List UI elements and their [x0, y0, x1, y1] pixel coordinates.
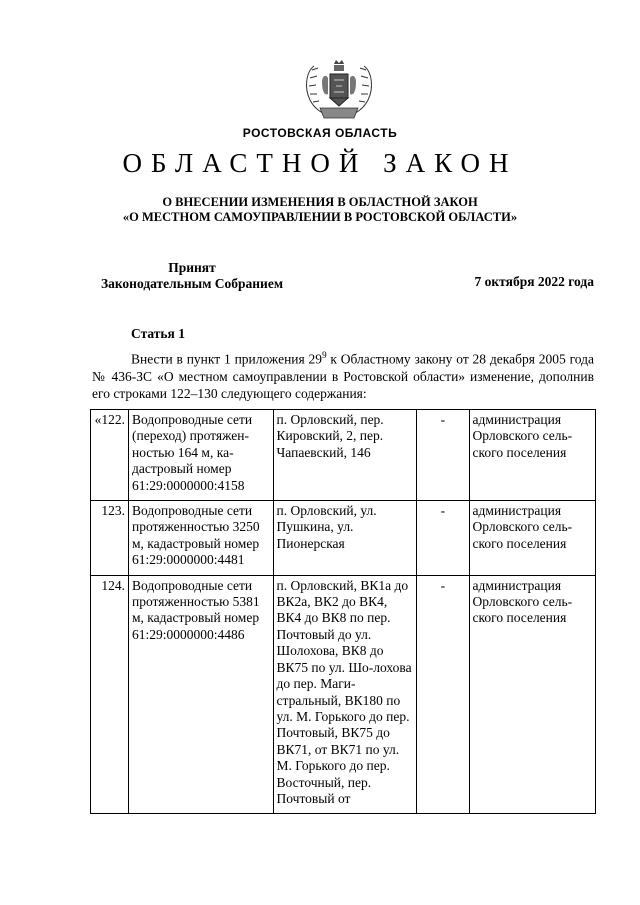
adoption-label [92, 260, 292, 292]
owner-organization: администрация Орловского сель-ского поселения [469, 410, 595, 501]
table-row [91, 410, 596, 501]
document-subtitle [0, 195, 640, 225]
subtitle-line-2: «О МЕСТНОМ САМОУПРАВЛЕНИИ В РОСТОВСКОЙ ОБЛАСТИ» [122, 210, 518, 224]
document-title: ОБЛАСТНОЙ ЗАКОН [122, 148, 518, 178]
object-description: Водопроводные сети протяженностью 3250 м, кадастровый номер 61:29:0000000:4481 [128, 501, 273, 576]
row-number: 123. [91, 501, 129, 576]
row-number: 124. [91, 575, 129, 814]
empty-value: - [417, 410, 469, 501]
adoption-line-1: Принят [168, 260, 216, 275]
object-location: п. Орловский, ул. Пушкина, ул. Пионерская [273, 501, 417, 576]
region-name: РОСТОВСКАЯ ОБЛАСТЬ [242, 126, 398, 140]
article-text [92, 347, 594, 402]
owner-organization: администрация Орловского сель-ского поселения [469, 575, 595, 814]
row-number: «122. [91, 410, 129, 501]
article-text-part-1: Внести в пункт 1 приложения 29 [131, 351, 323, 367]
object-location: п. Орловский, ВК1а до ВК2а, ВК2 до ВК4, ВК4 до ВК8 по пер. Почтовый до ул. Шолохова, ВК8 до ВК75 по ул. Шо-лохова до пер. Маги-стральный, ВК180 по ул. М. Горького до пер. Почтовый, ВК75 до ВК71, от ВК71 по ул. М. Горького до пер. Восточный, пер. Почтовый от [273, 575, 417, 814]
article-heading: Статья 1 [131, 326, 185, 341]
empty-value: - [417, 575, 469, 814]
items-table [90, 409, 596, 814]
adoption-date: 7 октября 2022 года [474, 274, 594, 289]
table-row [91, 501, 596, 576]
adoption-line-2: Законодательным Собранием [100, 276, 284, 291]
article-text-part-2: к Областному закону от 28 декабря 2005 года № 436-ЗС «О местном самоуправлении в Ростовской области» изменение, дополнив его строками 122–130 следующего содержания: [92, 351, 594, 401]
table-row [91, 575, 596, 814]
subtitle-line-1: О ВНЕСЕНИИ ИЗМЕНЕНИЯ В ОБЛАСТНОЙ ЗАКОН [162, 195, 478, 209]
object-location: п. Орловский, пер. Кировский, 2, пер. Чапаевский, 146 [273, 410, 417, 501]
article-superscript: 9 [322, 350, 327, 360]
owner-organization: администрация Орловского сель-ского поселения [469, 501, 595, 576]
empty-value: - [417, 501, 469, 576]
object-description: Водопроводные сети протяженностью 5381 м, кадастровый номер 61:29:0000000:4486 [128, 575, 273, 814]
coat-of-arms-icon [300, 58, 378, 122]
object-description: Водопроводные сети (переход) протяжен-ностью 164 м, ка-дастровый номер 61:29:0000000:4158 [128, 410, 273, 501]
